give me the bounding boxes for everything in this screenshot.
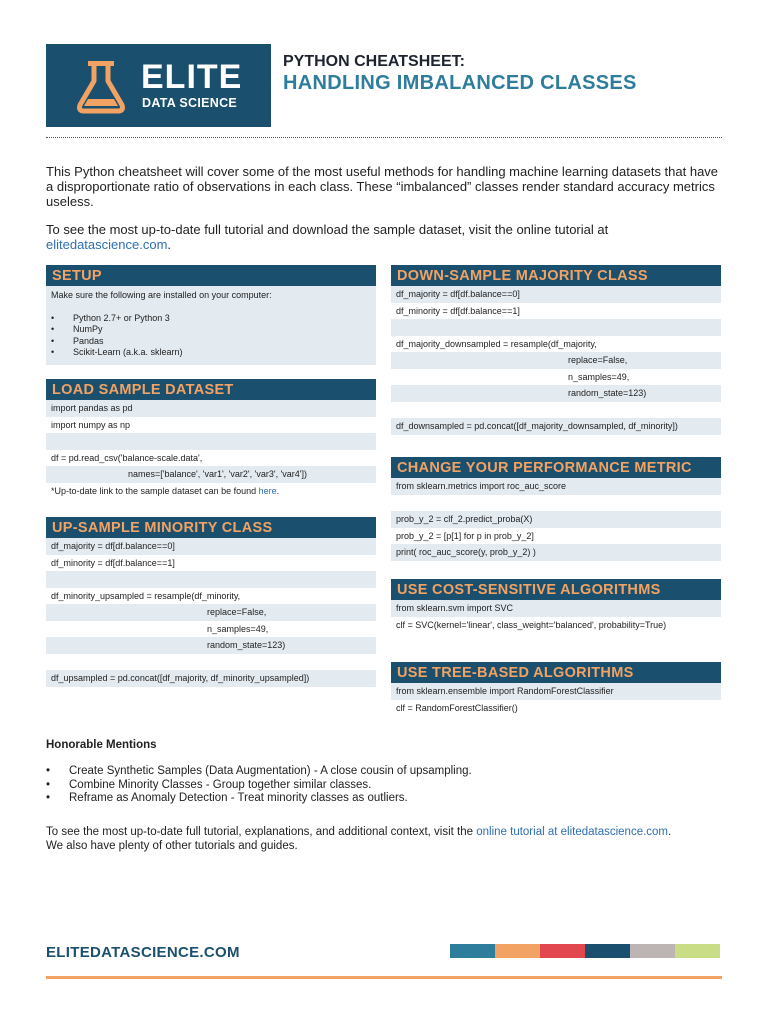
dataset-note xyxy=(46,483,376,499)
color-swatch xyxy=(630,944,675,958)
code-line: names=['balance', 'var1', 'var2', 'var3', 'var4']) xyxy=(46,466,376,483)
code-line: from sklearn.svm import SVC xyxy=(391,600,721,617)
intro-link-text: To see the most up-to-date full tutorial and download the sample dataset, visit the online tutorial at xyxy=(46,222,609,237)
setup-box xyxy=(46,286,376,365)
cost-sensitive-section xyxy=(391,579,721,633)
list-item: • Scikit-Learn (a.k.a. sklearn) xyxy=(51,347,371,359)
cost-sensitive-heading: USE COST-SENSITIVE ALGORITHMS xyxy=(391,579,721,600)
page-title: HANDLING IMBALANCED CLASSES xyxy=(283,72,637,94)
intro-paragraph: This Python cheatsheet will cover some of the most useful methods for handling machine learning datasets that have a disproportionate ratio of observations in each class. These “imbalanced” classes render standard accuracy metrics useless. xyxy=(46,164,719,209)
code-line: df_downsampled = pd.concat([df_majority_downsampled, df_minority]) xyxy=(391,418,721,435)
list-item: • Create Synthetic Samples (Data Augmentation) - A close cousin of upsampling. xyxy=(46,765,472,779)
code-line: df_majority_downsampled = resample(df_majority, xyxy=(396,338,597,349)
metric-heading: CHANGE YOUR PERFORMANCE METRIC xyxy=(391,457,721,478)
flask-icon xyxy=(74,59,128,115)
code-line: df_minority_upsampled = resample(df_minority, xyxy=(51,590,241,601)
code-line: replace=False, xyxy=(391,352,721,369)
closing-period: . xyxy=(668,826,672,838)
code-line-blank xyxy=(46,571,376,588)
list-item: • Combine Minority Classes - Group together similar classes. xyxy=(46,779,472,793)
dataset-here-link[interactable]: here xyxy=(258,485,277,496)
code-line: df_majority = df[df.balance==0] xyxy=(46,538,376,555)
setup-heading: SETUP xyxy=(46,265,376,286)
code-line: n_samples=49, xyxy=(207,623,269,634)
setup-section xyxy=(46,265,376,365)
intro-period: . xyxy=(167,237,172,252)
note-text: *Up-to-date link to the sample dataset can be found xyxy=(51,485,257,496)
closing-text: To see the most up-to-date full tutorial, explanations, and additional context, visit the xyxy=(46,826,474,838)
color-swatch xyxy=(495,944,540,958)
logo-wordmark: ELITE xyxy=(141,58,243,96)
downsample-heading: DOWN-SAMPLE MAJORITY CLASS xyxy=(391,265,721,286)
code-line: df_minority = df[df.balance==1] xyxy=(51,557,175,568)
dotted-divider xyxy=(46,137,722,138)
code-line: n_samples=49, xyxy=(568,371,630,382)
tree-based-heading: USE TREE-BASED ALGORITHMS xyxy=(391,662,721,683)
downsample-section xyxy=(391,265,721,435)
elite-data-science-logo xyxy=(46,44,271,127)
honorable-mentions-list xyxy=(46,765,472,806)
code-line-blank xyxy=(391,402,721,419)
logo-subtitle: DATA SCIENCE xyxy=(142,96,238,110)
list-item: • Reframe as Anomaly Detection - Treat minority classes as outliers. xyxy=(46,792,472,806)
setup-list xyxy=(51,313,371,359)
code-line: df_upsampled = pd.concat([df_majority, df_minority_upsampled]) xyxy=(46,670,376,687)
code-line: import pandas as pd xyxy=(46,400,376,417)
code-line: import numpy as np xyxy=(51,419,131,430)
code-line: random_state=123) xyxy=(46,637,376,654)
honorable-mentions-heading: Honorable Mentions xyxy=(46,739,157,751)
intro-tutorial-link[interactable]: elitedatascience.com xyxy=(46,237,168,252)
code-line: df = pd.read_csv('balance-scale.data', xyxy=(51,452,203,463)
code-line: prob_y_2 = clf_2.predict_proba(X) xyxy=(391,511,721,528)
code-line-blank xyxy=(46,433,376,450)
metric-section xyxy=(391,457,721,561)
closing-tutorial-link[interactable]: online tutorial at elitedatascience.com xyxy=(476,826,669,838)
code-line-blank xyxy=(46,654,376,671)
code-line: from sklearn.metrics import roc_auc_score xyxy=(391,478,721,495)
code-line: from sklearn.ensemble import RandomForestClassifier xyxy=(391,683,721,700)
load-dataset-section xyxy=(46,379,376,499)
code-line-blank xyxy=(391,495,721,512)
list-item: • Pandas xyxy=(51,336,371,348)
code-line: clf = RandomForestClassifier() xyxy=(396,702,518,713)
code-line-blank xyxy=(391,319,721,336)
closing-paragraph xyxy=(46,825,736,853)
color-swatch xyxy=(675,944,720,958)
footer-url-link[interactable]: ELITEDATASCIENCE.COM xyxy=(46,944,240,961)
code-line: prob_y_2 = [p[1] for p in prob_y_2] xyxy=(396,530,534,541)
setup-description: Make sure the following are installed on your computer: xyxy=(51,290,272,300)
list-item: • Python 2.7+ or Python 3 xyxy=(51,313,371,325)
color-swatch xyxy=(585,944,630,958)
page-supertitle: PYTHON CHEATSHEET: xyxy=(283,53,465,70)
tree-based-section xyxy=(391,662,721,716)
load-dataset-heading: LOAD SAMPLE DATASET xyxy=(46,379,376,400)
footer-color-bar xyxy=(450,944,720,958)
intro-link-paragraph xyxy=(46,222,726,252)
code-line: clf = SVC(kernel='linear', class_weight='balanced', probability=True) xyxy=(396,619,667,630)
color-swatch xyxy=(450,944,495,958)
footer-divider xyxy=(46,976,722,979)
code-line: print( roc_auc_score(y, prob_y_2) ) xyxy=(391,544,721,561)
code-line: df_minority = df[df.balance==1] xyxy=(396,305,520,316)
code-line: replace=False, xyxy=(46,604,376,621)
upsample-heading: UP-SAMPLE MINORITY CLASS xyxy=(46,517,376,538)
color-swatch xyxy=(540,944,585,958)
code-line: df_majority = df[df.balance==0] xyxy=(391,286,721,303)
upsample-section xyxy=(46,517,376,687)
list-item: • NumPy xyxy=(51,324,371,336)
code-line: random_state=123) xyxy=(391,385,721,402)
note-period: . xyxy=(276,485,280,496)
closing-line2: We also have plenty of other tutorials and guides. xyxy=(46,840,298,852)
